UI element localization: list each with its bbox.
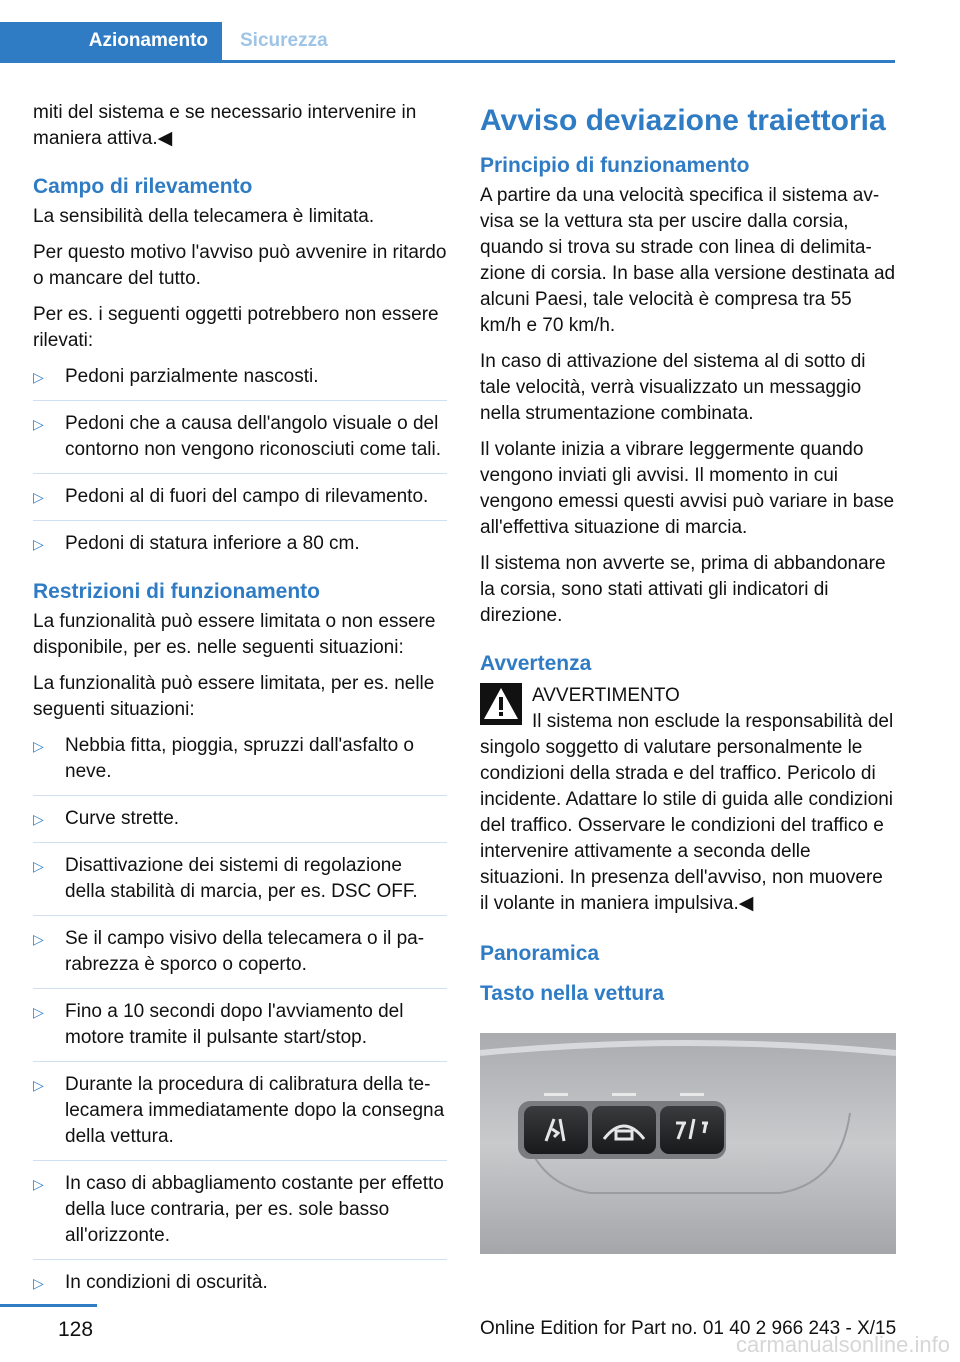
- warning-block: [480, 683, 896, 917]
- triangle-bullet-icon: ▷: [33, 738, 44, 754]
- list-item: ▷ In caso di abbagliamento costante per effetto della luce contraria, per es. sole basso all'orizzonte.: [33, 1171, 447, 1260]
- heading-panoramica: Panoramica: [480, 942, 600, 965]
- list-item: ▷ Durante la procedura di calibratura della telecamera immediatamente dopo la consegna della vettura.: [33, 1072, 447, 1161]
- paragraph: La sensibilità della telecamera è limitata.: [33, 206, 375, 227]
- list-item: ▷ Pedoni parzialmente nascosti.: [33, 364, 447, 401]
- footer-divider: [0, 1304, 97, 1307]
- edition-text: Online Edition for Part no. 01 40 2 966 243 - X/15: [480, 1318, 897, 1339]
- paragraph: Il volante inizia a vibrare leggermente quando vengono inviati gli avvisi. Il momento in cui vengono emessi questi avvisi può variare in base all'effettiva situazione di marcia.: [480, 439, 895, 538]
- paragraph: In caso di attivazione del sistema al di sotto di tale velocità, verrà visualizzato un messaggio nella strumentazione combinata.: [480, 351, 866, 424]
- list-item: ▷ In condizioni di oscurità.: [33, 1270, 447, 1306]
- paragraph: Per es. i seguenti oggetti potrebbero non essere rilevati:: [33, 304, 439, 351]
- triangle-bullet-icon: ▷: [33, 1077, 44, 1093]
- list-item: ▷ Pedoni al di fuori del campo di rilevamento.: [33, 484, 447, 521]
- heading-restrizioni: Restrizioni di funzionamento: [33, 580, 320, 603]
- paragraph: La funzionalità può essere limitata o non essere disponibile, per es. nelle seguenti situazioni:: [33, 611, 436, 658]
- triangle-bullet-icon: ▷: [33, 811, 44, 827]
- triangle-bullet-icon: ▷: [33, 369, 44, 385]
- list-item: ▷ Se il campo visivo della telecamera o il parabrezza è sporco o coperto.: [33, 926, 447, 989]
- triangle-bullet-icon: ▷: [33, 416, 44, 432]
- page-number: 128: [58, 1318, 94, 1341]
- heading-tasto: Tasto nella vettura: [480, 982, 664, 1005]
- list-restrictions: [33, 733, 447, 1306]
- button-panel-photo: [480, 1033, 896, 1254]
- triangle-bullet-icon: ▷: [33, 1176, 44, 1192]
- paragraph: A partire da una velocità specifica il sistema avvisa se la vettura sta per uscire dalla corsia, quando si trova su strade con linea di delimitazione di corsia. In base alla versione destinata ad alcuni Paesi, tale velocità è compresa tra 55 km/h e 70 km/h.: [480, 185, 896, 336]
- tab-azionamento[interactable]: Azionamento: [0, 22, 222, 60]
- heading-principio: Principio di funzionamento: [480, 154, 750, 177]
- triangle-bullet-icon: ▷: [33, 536, 44, 552]
- triangle-bullet-icon: ▷: [33, 489, 44, 505]
- list-item: ▷ Fino a 10 secondi dopo l'avviamento del motore tramite il pulsante start/stop.: [33, 999, 447, 1062]
- header-divider: [0, 60, 895, 63]
- triangle-bullet-icon: ▷: [33, 858, 44, 874]
- heading-avvertenza: Avvertenza: [480, 652, 592, 675]
- list-item: ▷ Disattivazione dei sistemi di regolazione della stabilità di marcia, per es. DSC OFF.: [33, 853, 447, 916]
- paragraph: Per questo motivo l'avviso può avvenire in ritardo o mancare del tutto.: [33, 242, 447, 289]
- intro-paragraph: miti del sistema e se necessario intervenire in maniera attiva.◀: [33, 102, 417, 149]
- section-title: Avviso deviazione traiettoria: [480, 104, 886, 137]
- paragraph: La funzionalità può essere limitata, per es. nelle seguenti situazioni:: [33, 673, 435, 720]
- list-item: ▷ Curve strette.: [33, 806, 447, 843]
- warning-label: AVVERTIMENTO: [532, 685, 680, 706]
- heading-campo-rilevamento: Campo di rilevamento: [33, 175, 253, 198]
- triangle-bullet-icon: ▷: [33, 931, 44, 947]
- paragraph: Il sistema non avverte se, prima di abbandonare la corsia, sono stati attivati gli indicatori di direzione.: [480, 553, 886, 626]
- list-undetected: [33, 364, 447, 567]
- tab-sicurezza[interactable]: Sicurezza: [240, 30, 328, 51]
- list-item: ▷ Nebbia fitta, pioggia, spruzzi dall'asfalto o neve.: [33, 733, 447, 796]
- list-item: ▷ Pedoni che a causa dell'angolo visuale o del contorno non vengono riconosciuti come tali.: [33, 411, 447, 474]
- warning-triangle-icon: [480, 683, 522, 725]
- warning-text: Il sistema non esclude la responsabilità del singolo soggetto di valutare personalmente le condizioni della strada e del traffico. Pericolo di incidente. Adattare lo stile di guida alle condizioni del traffico. Osservare le condizioni del traffico e intervenire attivamente a seconda delle situazioni. In presenza dell'avviso, non muovere il volante in maniera impulsiva.◀: [480, 711, 894, 914]
- right-column: [480, 100, 896, 1011]
- left-column: [33, 100, 447, 1316]
- list-item: ▷ Pedoni di statura inferiore a 80 cm.: [33, 531, 447, 567]
- triangle-bullet-icon: ▷: [33, 1004, 44, 1020]
- triangle-bullet-icon: ▷: [33, 1275, 44, 1291]
- watermark: carmanualsonline.info: [735, 1332, 950, 1357]
